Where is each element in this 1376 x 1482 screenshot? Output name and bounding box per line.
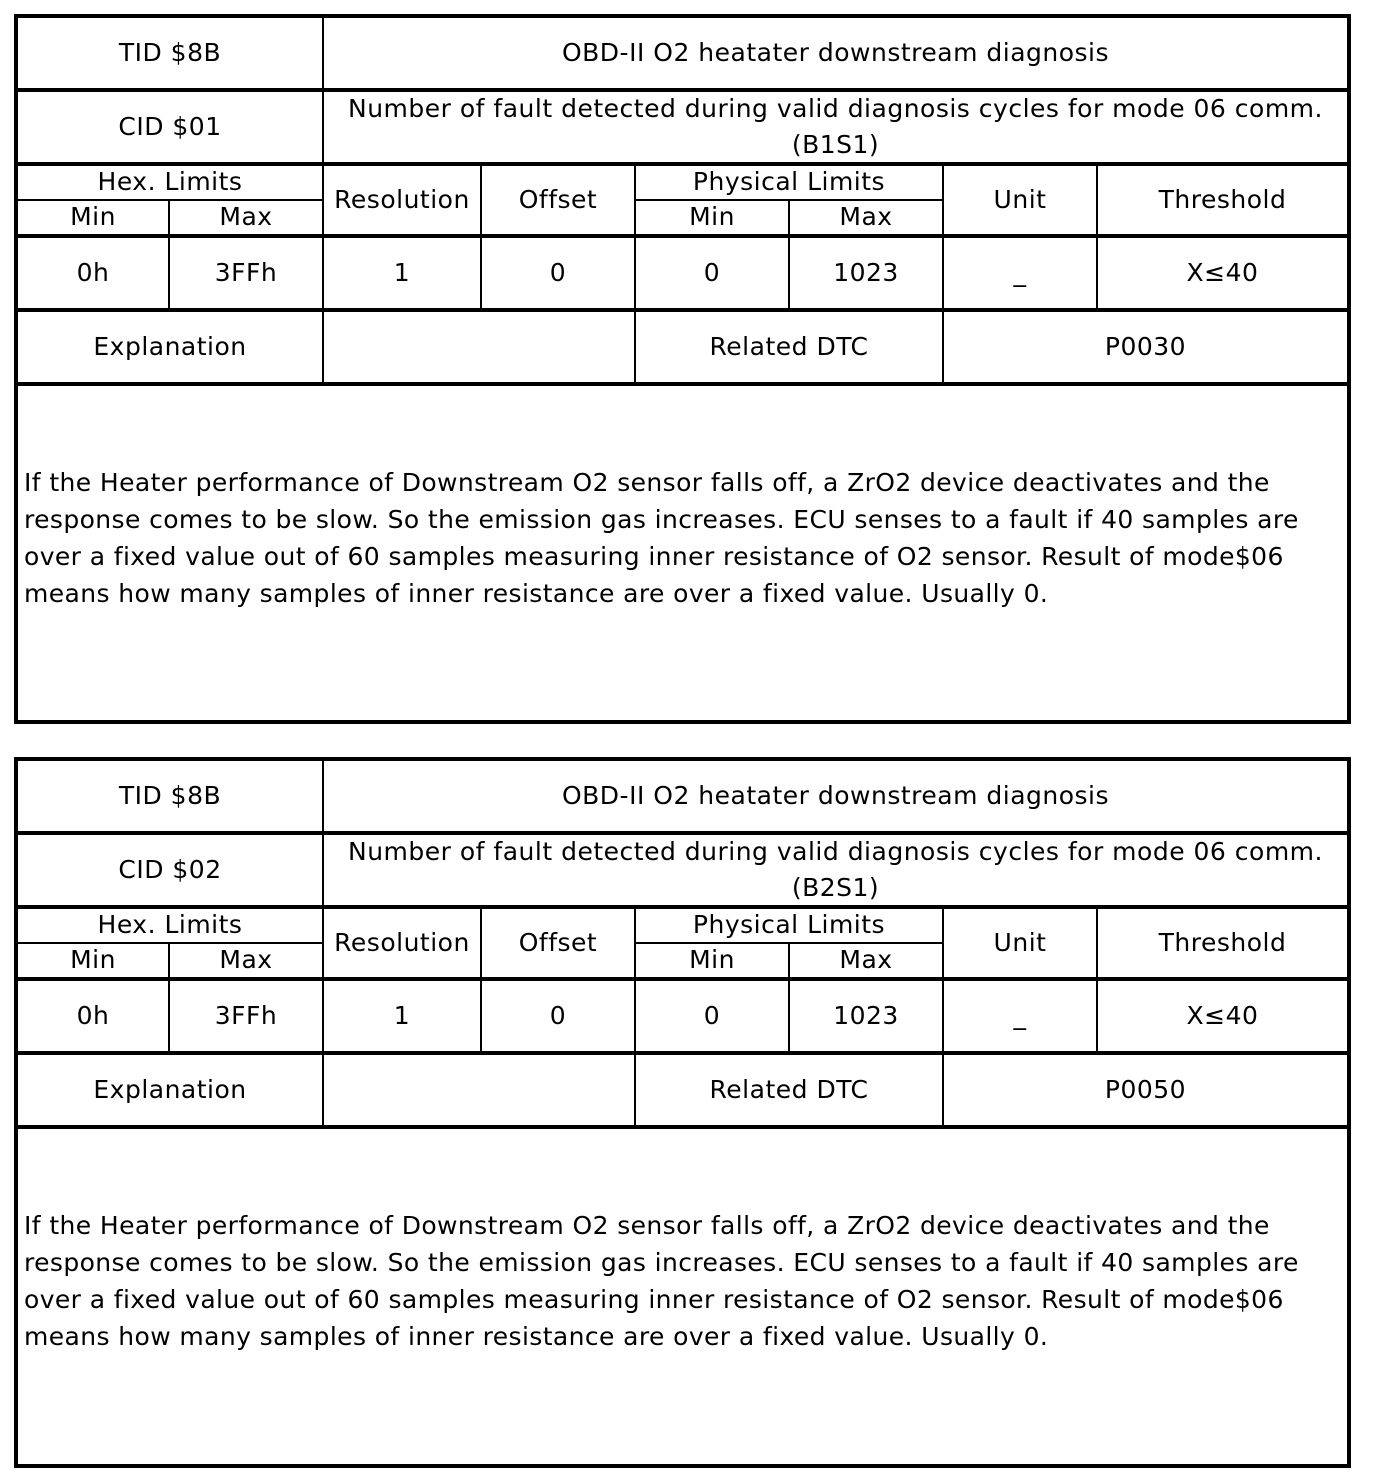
explanation-text: If the Heater performance of Downstream O2 sensor falls off, a ZrO2 device deactivates and the response comes to be slow. So the emission gas increases. ECU senses to a fault if 40 samples are over a fixed value out of 60 samples measuring inner resistance of O2 sensor. Result of mode$06 means how many samples of inner resistance are over a fixed value. Usually 0. [24,468,1299,608]
hex-min-value: 0h [18,238,170,312]
phys-max-header: Max [790,944,944,981]
related-dtc-label: Related DTC [636,312,944,386]
explanation-empty-cell [324,312,636,386]
resolution-header: Resolution [324,166,482,238]
offset-value: 0 [482,238,636,312]
hex-limits-header: Hex. Limits [18,909,324,944]
threshold-value: X≤40 [1098,981,1347,1055]
phys-max-value: 1023 [790,238,944,312]
threshold-value: X≤40 [1098,238,1347,312]
resolution-value: 1 [324,981,482,1055]
physical-limits-header: Physical Limits [636,909,944,944]
related-dtc-value: P0030 [944,312,1347,386]
hex-max-value: 3FFh [170,238,324,312]
related-dtc-value: P0050 [944,1055,1347,1129]
threshold-header: Threshold [1098,909,1347,981]
tid-title: OBD-II O2 heatater downstream diagnosis [324,18,1347,92]
cid-description: Number of fault detected during valid diagnosis cycles for mode 06 comm. (B2S1) [324,835,1347,909]
unit-value: _ [944,981,1098,1055]
tid-title: OBD-II O2 heatater downstream diagnosis [324,761,1347,835]
explanation-label: Explanation [18,1055,324,1129]
threshold-header: Threshold [1098,166,1347,238]
cid-label: CID $02 [18,835,324,909]
explanation-text: If the Heater performance of Downstream O2 sensor falls off, a ZrO2 device deactivates and the response comes to be slow. So the emission gas increases. ECU senses to a fault if 40 samples are over a fixed value out of 60 samples measuring inner resistance of O2 sensor. Result of mode$06 means how many samples of inner resistance are over a fixed value. Usually 0. [24,1211,1299,1351]
offset-value: 0 [482,981,636,1055]
tid-label: TID $8B [18,18,324,92]
hex-max-header: Max [170,944,324,981]
phys-max-value: 1023 [790,981,944,1055]
hex-max-header: Max [170,201,324,238]
diagnosis-table [14,14,1351,724]
unit-value: _ [944,238,1098,312]
hex-min-value: 0h [18,981,170,1055]
unit-header: Unit [944,166,1098,238]
hex-min-header: Min [18,944,170,981]
explanation-empty-cell [324,1055,636,1129]
unit-header: Unit [944,909,1098,981]
tid-label: TID $8B [18,761,324,835]
physical-limits-header: Physical Limits [636,166,944,201]
phys-min-header: Min [636,201,790,238]
phys-min-value: 0 [636,981,790,1055]
cid-description: Number of fault detected during valid diagnosis cycles for mode 06 comm. (B1S1) [324,92,1347,166]
related-dtc-label: Related DTC [636,1055,944,1129]
phys-max-header: Max [790,201,944,238]
diagnosis-table [14,757,1351,1468]
offset-header: Offset [482,166,636,238]
hex-limits-header: Hex. Limits [18,166,324,201]
phys-min-header: Min [636,944,790,981]
resolution-header: Resolution [324,909,482,981]
resolution-value: 1 [324,238,482,312]
hex-min-header: Min [18,201,170,238]
cid-label: CID $01 [18,92,324,166]
offset-header: Offset [482,909,636,981]
explanation-label: Explanation [18,312,324,386]
phys-min-value: 0 [636,238,790,312]
hex-max-value: 3FFh [170,981,324,1055]
